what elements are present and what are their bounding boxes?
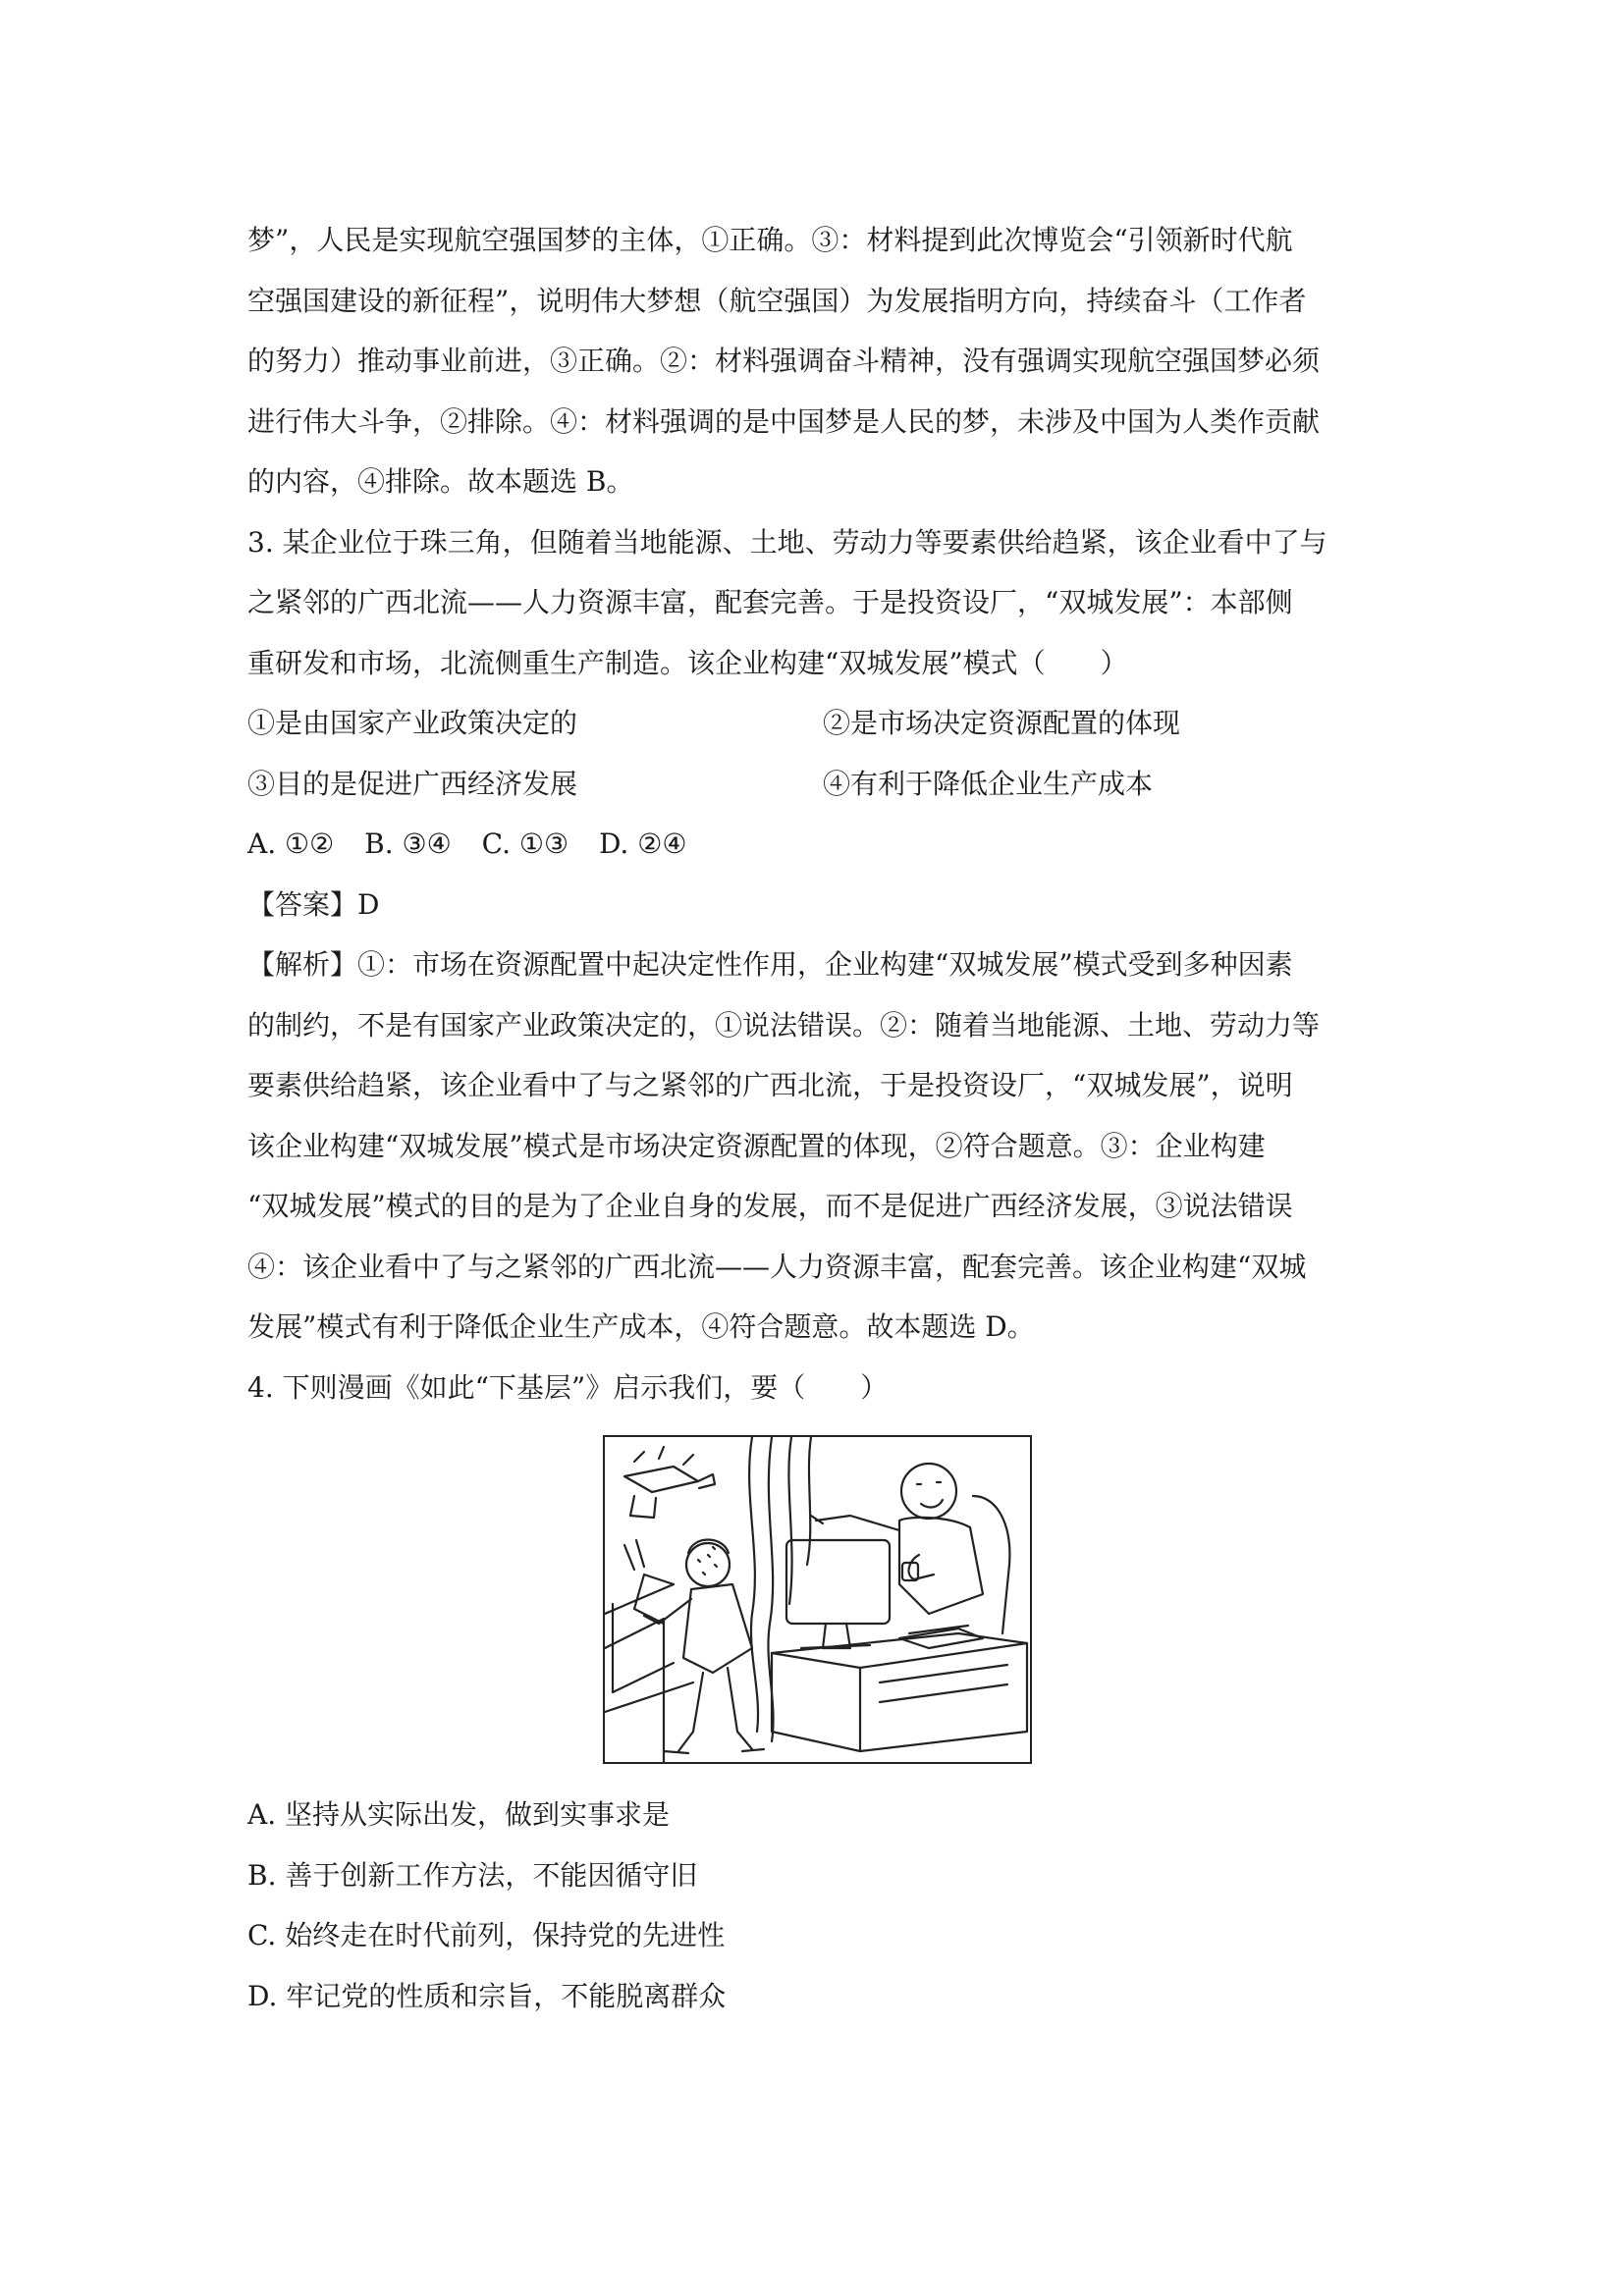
q4-option-b (247, 1845, 1386, 1906)
q4-options (247, 1785, 1386, 2026)
page-content (247, 210, 1386, 2026)
text-line: 进行伟大斗争，②排除。④：材料强调的是中国梦是人民的梦，未涉及中国为人类作贡献 (247, 404, 1321, 438)
q4-figure-wrap (247, 1425, 1386, 1781)
q3-statements-row (247, 754, 1386, 815)
option-text: B. 善于创新工作方法，不能因循守旧 (247, 1858, 698, 1892)
option-text: A. 坚持从实际出发，做到实事求是 (247, 1798, 671, 1831)
answer-text: 【答案】D (247, 887, 380, 921)
text-line: 之紧邻的广西北流——人力资源丰富，配套完善。于是投资设厂，“双城发展”：本部侧 (247, 586, 1293, 618)
option-text: C. 始终走在时代前列，保持党的先进性 (247, 1919, 726, 1951)
text-line: “双城发展”模式的目的是为了企业自身的发展，而不是促进广西经济发展，③说法错误 (247, 1190, 1293, 1222)
text-line: ④：该企业看中了与之紧邻的广西北流——人力资源丰富，配套完善。该企业构建“双城 (247, 1250, 1307, 1283)
text-line: 的制约，不是有国家产业政策决定的，①说法错误。②：随着当地能源、土地、劳动力等 (247, 1008, 1321, 1041)
text-line: 要素供给趋紧，该企业看中了与之紧邻的广西北流，于是投资设厂，“双城发展”，说明 (247, 1069, 1293, 1101)
q3-statement-2: ②是市场决定资源配置的体现 (823, 707, 1181, 739)
q4-stem (247, 1358, 1386, 1418)
text-line: 重研发和市场，北流侧重生产制造。该企业构建“双城发展”模式（ ） (247, 646, 1128, 679)
q3-choice-c: C. ①③ (481, 828, 569, 860)
text-line: 空强国建设的新征程”，说明伟大梦想（航空强国）为发展指明方向，持续奋斗（工作者 (247, 284, 1307, 317)
q3-statement-3: ③目的是促进广西经济发展 (247, 767, 578, 800)
q2-analysis-tail (247, 210, 1386, 512)
q3-analysis (247, 934, 1386, 1358)
text-line: 该企业构建“双城发展”模式是市场决定资源配置的体现，②符合题意。③：企业构建 (247, 1129, 1266, 1162)
text-line: 梦”，人民是实现航空强国梦的主体，①正确。③：材料提到此次博览会“引领新时代航 (247, 224, 1293, 256)
q4-option-c (247, 1905, 1386, 1966)
q3-statements-row (247, 693, 1386, 754)
q3-statement-1: ①是由国家产业政策决定的 (247, 707, 578, 739)
text-line: 4. 下则漫画《如此“下基层”》启示我们，要（ ） (247, 1370, 889, 1404)
text-line: 的努力）推动事业前进，③正确。②：材料强调奋斗精神，没有强调实现航空强国梦必须 (247, 345, 1321, 377)
q3-choice-d: D. ②④ (598, 828, 687, 860)
q3-statement-4: ④有利于降低企业生产成本 (823, 767, 1154, 800)
text-line: 3. 某企业位于珠三角，但随着当地能源、土地、劳动力等要素供给趋紧，该企业看中了与 (247, 525, 1327, 559)
q3-choice-a: A. ①② (247, 828, 335, 860)
q3-choices (247, 814, 1386, 875)
q4-option-d (247, 1966, 1386, 2027)
cartoon-illustration-icon (603, 1435, 1032, 1764)
q4-option-a (247, 1785, 1386, 1845)
q3-choice-b: B. ③④ (364, 828, 452, 860)
text-line: 【解析】①：市场在资源配置中起决定性作用，企业构建“双城发展”模式受到多种因素 (247, 948, 1293, 981)
q3-answer (247, 875, 1386, 935)
option-text: D. 牢记党的性质和宗旨，不能脱离群众 (247, 1979, 727, 2012)
text-line: 的内容，④排除。故本题选 B。 (247, 465, 634, 498)
q3-stem (247, 512, 1386, 694)
text-line: 发展”模式有利于降低企业生产成本，④符合题意。故本题选 D。 (247, 1310, 1035, 1343)
